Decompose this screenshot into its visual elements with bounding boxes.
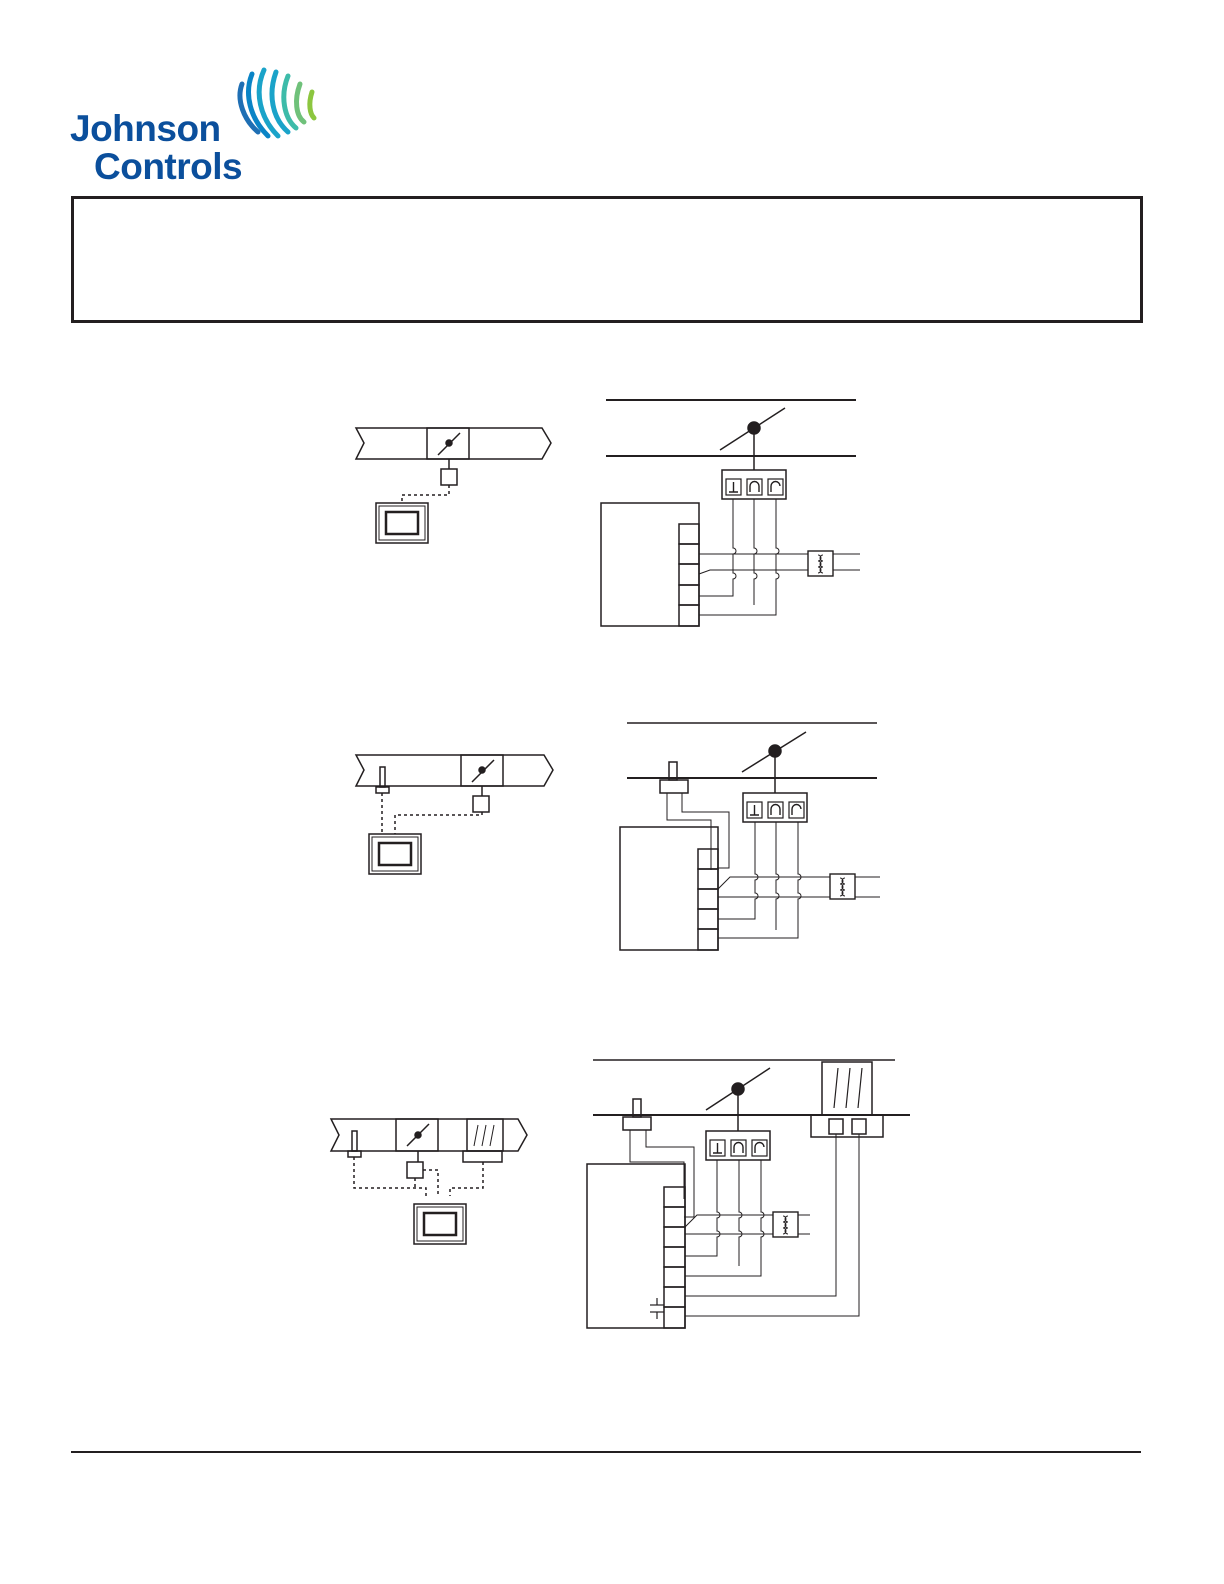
transformer-1-icon	[808, 551, 833, 576]
capacitor-icon	[650, 1298, 664, 1319]
heater-terminals-3	[811, 1115, 883, 1137]
controller-3	[587, 1164, 685, 1328]
logo-text-johnson: Johnson	[70, 108, 221, 149]
thermostat-2-icon	[369, 834, 421, 874]
heater-element-3	[822, 1062, 872, 1115]
terminal-block-3	[706, 1131, 770, 1160]
transformer-3-icon	[773, 1212, 798, 1237]
logo-text-controls: Controls	[94, 146, 243, 187]
diagram-2-left	[356, 755, 553, 874]
diagram-2-right	[620, 723, 880, 950]
footer-rule	[71, 1451, 1141, 1453]
duct-sensor-2	[380, 767, 385, 787]
thermostat-3-icon	[414, 1204, 466, 1244]
terminal-block-1	[722, 470, 786, 499]
diagram-3-right	[587, 1060, 910, 1328]
duct-1	[356, 428, 551, 459]
duct-3	[331, 1119, 527, 1151]
transformer-2-icon	[830, 874, 855, 899]
diagram-1-right	[601, 400, 860, 626]
thermostat-icon	[376, 503, 428, 543]
diagram-3-left	[331, 1119, 527, 1244]
terminal-block-2	[743, 793, 807, 822]
actuator-1	[441, 469, 457, 485]
heater-3	[467, 1119, 503, 1151]
diagram-1-left	[356, 428, 551, 543]
